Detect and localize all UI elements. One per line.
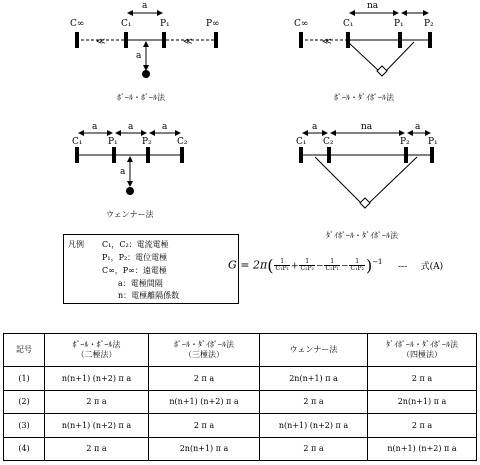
table-cell: (3) — [4, 414, 45, 438]
electrode-c1 — [124, 32, 128, 48]
spacing-na-4: na — [361, 122, 373, 132]
label-p2-4: P₂ — [400, 137, 410, 147]
electrode-p-inf — [214, 32, 218, 48]
label-p2-2: P₂ — [424, 19, 434, 29]
table-header-cell: ウェンナー法 — [260, 334, 368, 367]
title-pole-dipole: ﾎﾟｰﾙ・ﾀﾞｲﾎﾟｰﾙ法 — [334, 93, 394, 102]
formula-term: $\frac{1}{\text{C₂P₂}}$ — [300, 257, 314, 272]
table-header-cell: ﾎﾟｰﾙ・ﾀﾞｲﾎﾟｰﾙ法 （三極法） — [149, 334, 260, 367]
legend-row: a：電極間隔 — [118, 279, 163, 288]
spacing-a-2: a — [128, 122, 134, 132]
spacing-a-4a: a — [312, 122, 318, 132]
table-cell: 2 π a — [260, 437, 368, 461]
label-c1-1: C₁ — [121, 19, 132, 29]
depth-label-1: a — [136, 51, 142, 61]
table-header-row — [4, 334, 477, 367]
legend-head: 凡例 — [68, 240, 84, 249]
table-cell: n(n+1) (n+2) π a — [368, 437, 477, 461]
wenner-diagram — [75, 133, 184, 195]
spacing-label-1: a — [142, 1, 148, 11]
table-row — [4, 390, 477, 414]
table-cell: n(n+1) (n+2) π a — [260, 414, 368, 438]
table-header-cell: 記号 — [4, 334, 45, 367]
table-row — [4, 414, 477, 438]
table-cell: 2 π a — [149, 414, 260, 438]
table-cell: 2 π a — [45, 437, 149, 461]
label-p-inf-1: P∞ — [206, 19, 220, 29]
formula-term: $\frac{1}{\text{C₁P₁}}$ — [275, 257, 289, 272]
formula-dash: --- — [398, 261, 408, 272]
label-p1-4: P₁ — [428, 137, 438, 147]
table-cell: 2n(n+1) π a — [368, 390, 477, 414]
table-cell: 2 π a — [45, 390, 149, 414]
label-p1-2: P₁ — [394, 19, 404, 29]
legend-row: P₁，P₂：電位電極 — [102, 253, 168, 262]
table-cell: 2n(n+1) π a — [149, 437, 260, 461]
legend-box — [63, 234, 239, 304]
dipole-dipole-diagram — [299, 133, 434, 208]
pole-dipole-diagram — [299, 13, 432, 76]
label-c-inf-1: C∞ — [70, 19, 85, 29]
table-cell: 2n(n+1) π a — [260, 367, 368, 391]
label-p2-3: P₂ — [142, 137, 152, 147]
label-c1-3: C₁ — [72, 137, 83, 147]
formula-term: $\frac{1}{\text{C₁P₂}}$ — [350, 257, 364, 272]
formula-term: $\frac{1}{\text{C₂P₁}}$ — [325, 257, 339, 272]
table-header-cell: ﾎﾟｰﾙ・ﾎﾟｰﾙ法 （二極法） — [45, 334, 149, 367]
title-pole-pole: ﾎﾟｰﾙ・ﾎﾟｰﾙ法 — [117, 93, 165, 102]
formula-tag: 式(A) — [420, 261, 444, 272]
depth-label-3: a — [120, 167, 126, 177]
spacing-a-4b: a — [415, 122, 421, 132]
title-dipole-dipole: ﾀﾞｲﾎﾟｰﾙ・ﾀﾞｲﾎﾟｰﾙ法 — [326, 231, 398, 240]
table-cell: (2) — [4, 390, 45, 414]
formula-lhs: G = 2π — [228, 258, 268, 272]
label-c2-3: C₂ — [177, 137, 188, 147]
table-row — [4, 367, 477, 391]
table-cell: 2 π a — [368, 367, 477, 391]
label-c1-4: C₁ — [296, 137, 307, 147]
label-p1-1: P₁ — [160, 19, 170, 29]
svg-text:≪: ≪ — [96, 37, 106, 47]
legend-row: n：電極離隔係数 — [118, 291, 180, 300]
table-cell: (1) — [4, 367, 45, 391]
table-row — [4, 437, 477, 461]
table-cell: (4) — [4, 437, 45, 461]
formula-table — [3, 333, 477, 461]
electrode-p1 — [162, 32, 166, 48]
spacing-a-1: a — [92, 122, 98, 132]
table-cell: n(n+1) (n+2) π a — [149, 390, 260, 414]
label-p1-3: P₁ — [108, 137, 118, 147]
depth-point — [142, 70, 150, 78]
formula-g: G = 2π( $\frac{1}{\text{C₁P₁}}$ + $\frac{1}{\text{C₂P₂}}$ − $\frac{1}{\text{C₂P₁}}$ − $\frac{1}{\text{C₁P₂}}$ )$^{-1}$ --- 式(A) — [228, 256, 444, 275]
table-cell: 2 π a — [260, 390, 368, 414]
table-header-cell: ﾀﾞｲﾎﾟｰﾙ・ﾀﾞｲﾎﾟｰﾙ法 （四極法） — [368, 334, 477, 367]
table-cell: n(n+1) (n+2) π a — [45, 367, 149, 391]
label-c1-2: C₁ — [343, 19, 354, 29]
title-wenner: ウェンナー法 — [106, 210, 154, 219]
legend-row: C₁，C₂：電流電極 — [102, 240, 169, 249]
label-c2-4: C₂ — [323, 137, 334, 147]
table-cell: 2 π a — [368, 414, 477, 438]
electrode-c-inf — [75, 32, 79, 48]
spacing-label-2: na — [367, 1, 379, 11]
label-c-inf-2: C∞ — [294, 19, 309, 29]
spacing-a-3: a — [162, 122, 168, 132]
pole-pole-diagram — [75, 13, 218, 78]
table-cell: 2 π a — [149, 367, 260, 391]
legend-row: C∞，P∞：遠電極 — [102, 266, 167, 275]
svg-text:≪: ≪ — [183, 37, 193, 47]
formula-exponent: −1 — [372, 257, 383, 266]
svg-text:≪: ≪ — [322, 37, 332, 47]
table-cell: n(n+1) (n+2) π a — [45, 414, 149, 438]
